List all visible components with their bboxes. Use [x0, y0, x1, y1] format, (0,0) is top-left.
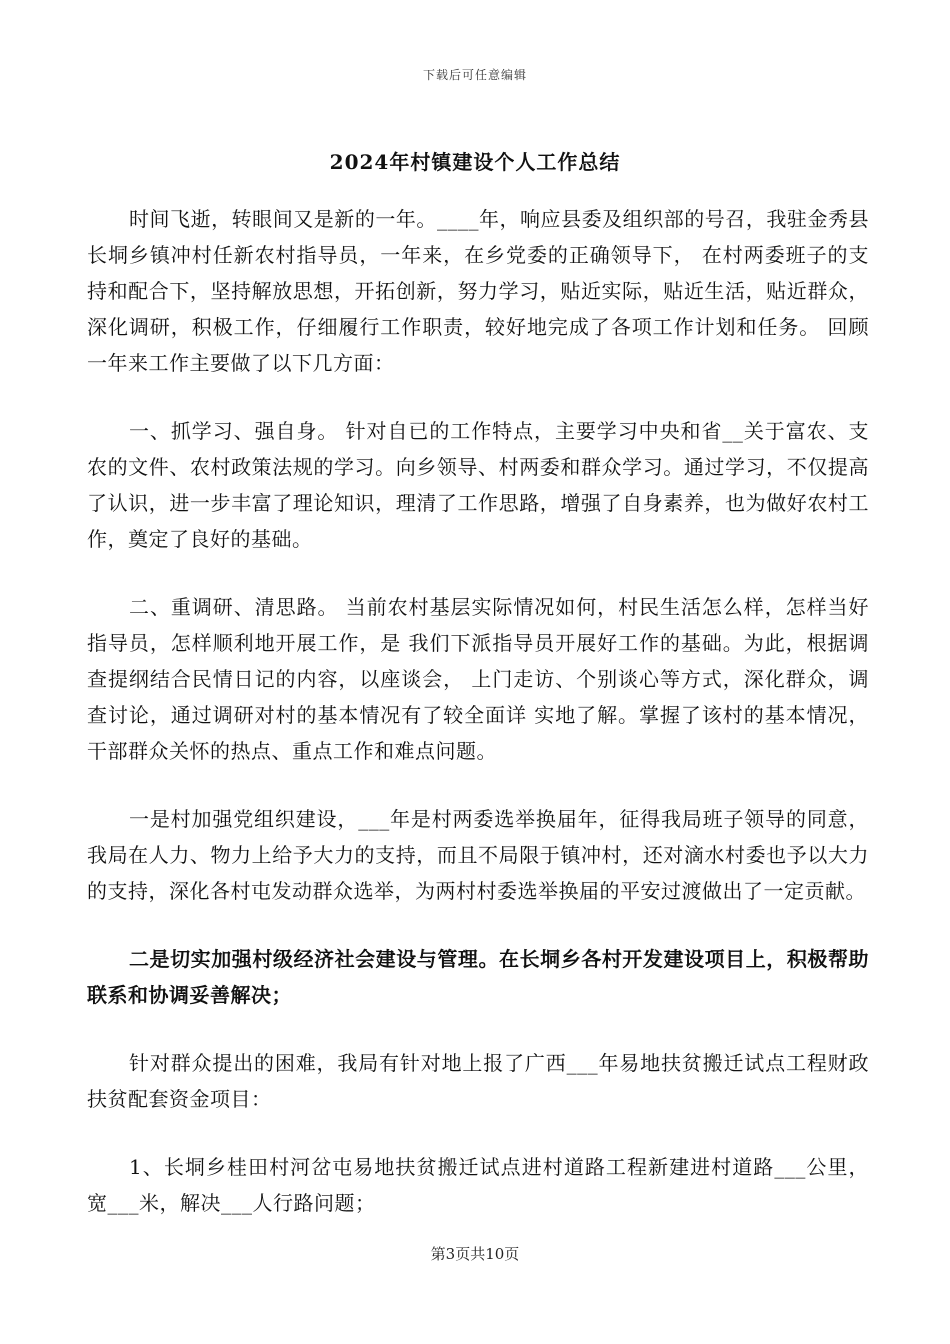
paragraph-economic-construction: 二是切实加强村级经济社会建设与管理。在长垌乡各村开发建设项目上，积极帮助联系和协调妥善解决； [87, 947, 869, 1007]
page-number: 第3页共10页 [430, 1245, 520, 1263]
paragraph-poverty-project: 针对群众提出的困难，我局有针对地上报了广西___年易地扶贫搬迁试点工程财政扶贫配套资金项目： [87, 1051, 869, 1111]
paragraph-party-building: 一是村加强党组织建设，___年是村两委选举换届年，征得我局班子领导的同意，我局在人力、物力上给予大力的支持，而且不局限于镇冲村，还对滴水村委也予以大力的支持，深化各村屯发动群众选举，为两村村委选举换届的平安过渡做出了一定贡献。 [87, 807, 869, 903]
page-header-note: 下载后可任意编辑 [422, 68, 527, 82]
paragraph-research: 二、重调研、清思路。 当前农村基层实际情况如何，村民生活怎么样，怎样当好指导员，怎样顺利地开展工作，是 我们下派指导员开展好工作的基础。为此，根据调查提纲结合民情日记的内容，以座谈会， 上门走访、个别谈心等方式，深化群众，调查讨论，通过调研对村的基本情况有了较全面详 实地了解。掌握了该村的基本情况，干部群众关怀的热点、重点工作和难点问题。 [87, 595, 869, 763]
paragraph-intro: 时间飞逝，转眼间又是新的一年。____年，响应县委及组织部的号召，我驻金秀县长垌乡镇冲村任新农村指导员，一年来，在乡党委的正确领导下， 在村两委班子的支持和配合下，坚持解放思想，开拓创新，努力学习，贴近实际，贴近生活，贴近群众，深化调研，积极工作，仔细履行工作职责，较好地完成了各项工作计划和任务。 回顾一年来工作主要做了以下几方面： [87, 207, 869, 375]
document-body [87, 201, 869, 1253]
document-title: 2024年村镇建设个人工作总结 [329, 150, 621, 174]
paragraph-study: 一、抓学习、强自身。 针对自已的工作特点，主要学习中央和省__关于富农、支农的文件、农村政策法规的学习。向乡领导、村两委和群众学习。通过学习，不仅提高了认识，进一步丰富了理论知识，理清了工作思路，增强了自身素养，也为做好农村工作，奠定了良好的基础。 [87, 419, 869, 551]
paragraph-road-project: 1、长垌乡桂田村河岔屯易地扶贫搬迁试点进村道路工程新建进村道路___公里，宽___米，解决___人行路问题； [87, 1155, 869, 1215]
